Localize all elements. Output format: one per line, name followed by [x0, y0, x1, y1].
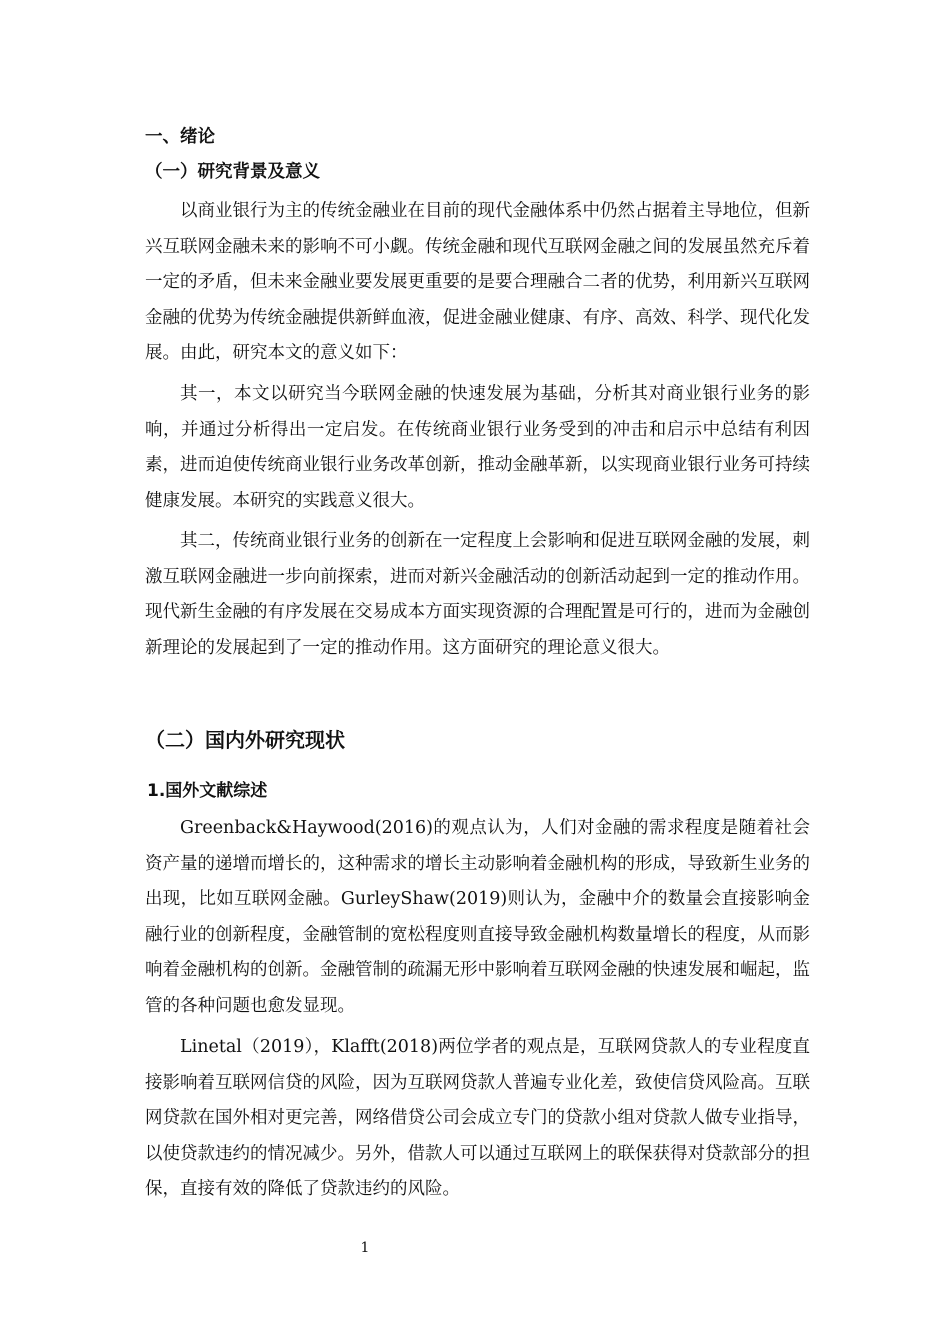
chapter-heading: 一、绪论 [145, 127, 215, 147]
paragraph-literature-greenback: Greenback&Haywood(2016)的观点认为，人们对金融的需求程度是随着社会资产量的递增而增长的，这种需求的增长主动影响着金融机构的形成，导致新生业务的出现，比如互联网金融。GurleyShaw(2019)则认为，金融中介的数量会直接影响金融行业的创新程度，金融管制的宽松程度则直接导致金融机构数量增长的程度，从而影响着金融机构的创新。金融管制的疏漏无形中影响着互联网金融的快速发展和崛起，监管的各种问题也愈发显现。 [145, 818, 810, 1016]
paragraph-intro: 以商业银行为主的传统金融业在目前的现代金融体系中仍然占据着主导地位，但新兴互联网金融未来的影响不可小觑。传统金融和现代互联网金融之间的发展虽然充斥着一定的矛盾，但未来金融业要发展更重要的是要合理融合二者的优势，利用新兴互联网金融的优势为传统金融提供新鲜血液，促进金融业健康、有序、高效、科学、现代化发展。由此，研究本文的意义如下： [145, 201, 810, 363]
paragraph-significance-theoretical: 其二，传统商业银行业务的创新在一定程度上会影响和促进互联网金融的发展，刺激互联网金融进一步向前探索，进而对新兴金融活动的创新活动起到一定的推动作用。现代新生金融的有序发展在交易成本方面实现资源的合理配置是可行的，进而为金融创新理论的发展起到了一定的推动作用。这方面研究的理论意义很大。 [145, 531, 810, 658]
section-heading-research-status: （二）国内外研究现状 [145, 728, 345, 752]
paragraph-significance-practical: 其一，本文以研究当今联网金融的快速发展为基础，分析其对商业银行业务的影响，并通过分析得出一定启发。在传统商业银行业务受到的冲击和启示中总结有利因素，进而迫使传统商业银行业务改革创新，推动金融革新，以实现商业银行业务可持续健康发展。本研究的实践意义很大。 [145, 384, 810, 511]
paragraph-literature-linetal: Linetal（2019），Klafft(2018)两位学者的观点是，互联网贷款人的专业程度直接影响着互联网信贷的风险，因为互联网贷款人普遍专业化差，致使信贷风险高。互联网贷款在国外相对更完善，网络借贷公司会成立专门的贷款小组对贷款人做专业指导，以使贷款违约的情况减少。另外，借款人可以通过互联网上的联保获得对贷款部分的担保，直接有效的降低了贷款违约的风险。 [145, 1037, 810, 1199]
page-number: 1 [360, 1240, 370, 1256]
section-heading-background: （一）研究背景及意义 [145, 162, 320, 182]
subsection-heading-foreign-literature: 1.国外文献综述 [147, 781, 268, 801]
